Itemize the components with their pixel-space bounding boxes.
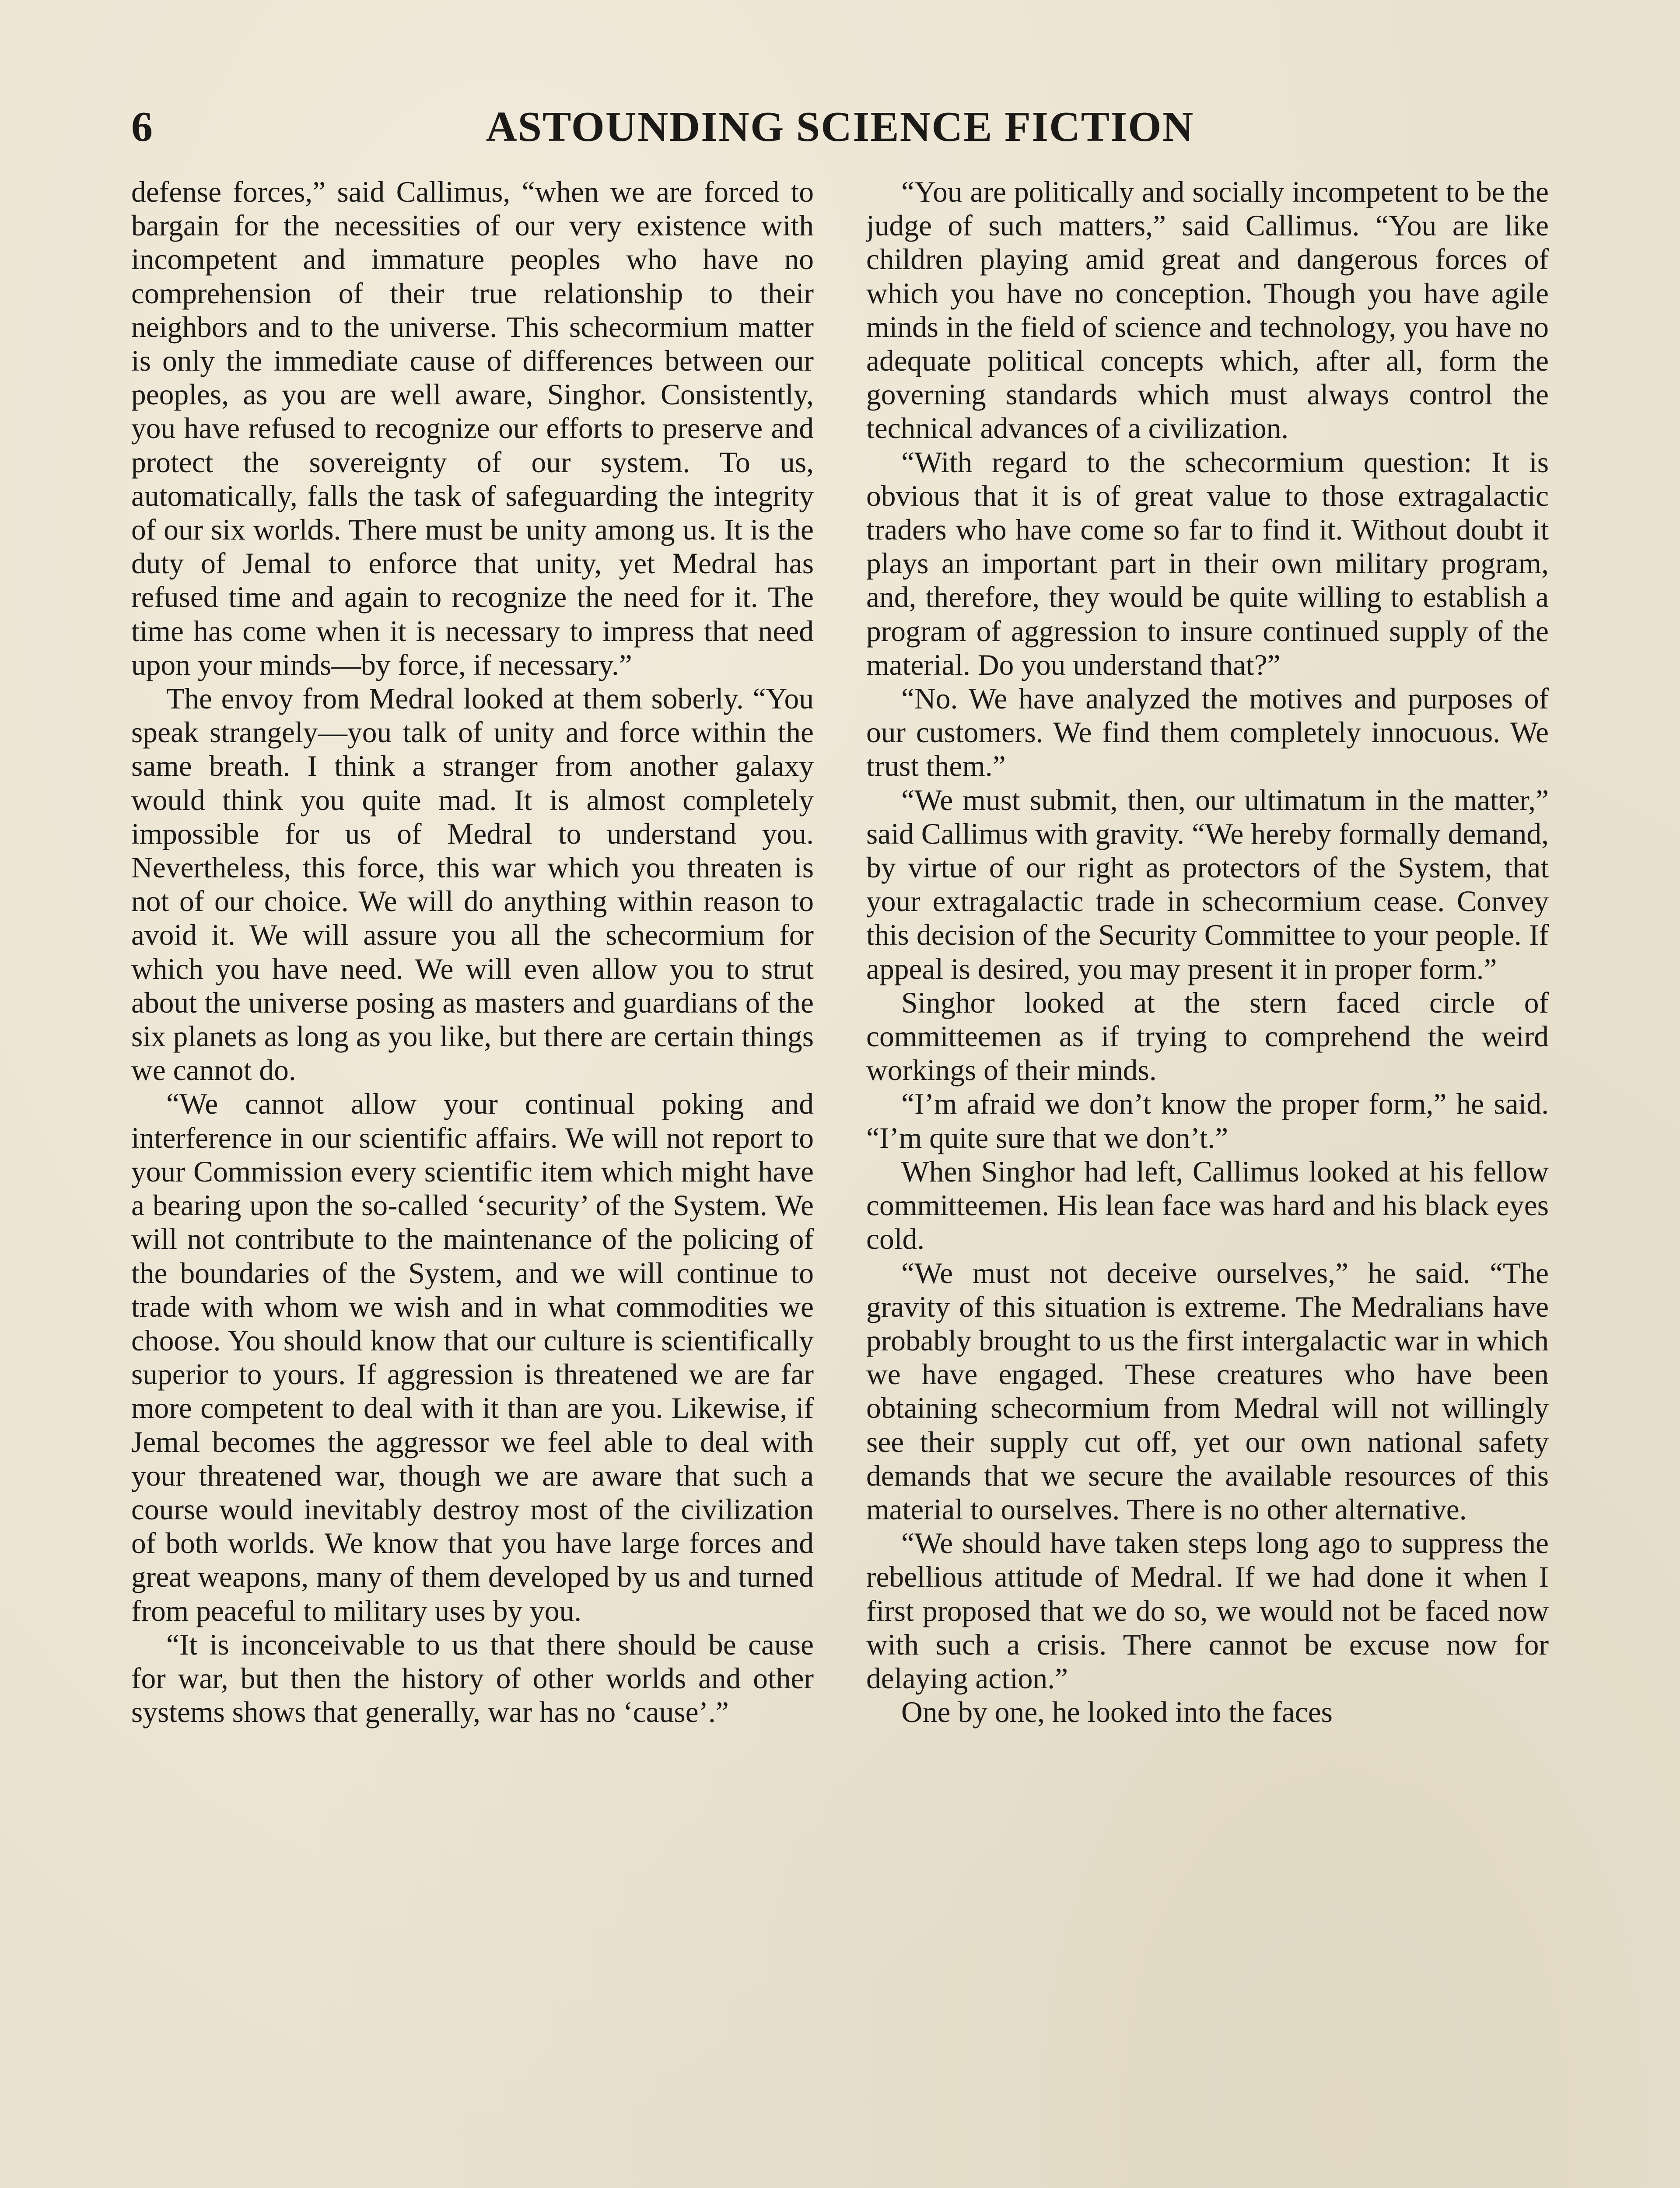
- paragraph: “We must not deceive ourselves,” he said. “The gravity of this situation is extreme. The Medralians have probably brought to us the first intergalactic war in which we have engaged. These creatures who have been obtaining schecormium from Medral will not willingly see their supply cut off, yet our own national safety demands that we secure the available resources of this material to ourselves. There is no other alternative.: [866, 1256, 1549, 1526]
- running-head: ASTOUNDING SCIENCE FICTION: [486, 103, 1194, 151]
- paragraph: “I’m afraid we don’t know the proper form,” he said. “I’m quite sure that we don’t.”: [866, 1087, 1549, 1154]
- paragraph: One by one, he looked into the faces: [901, 1696, 1333, 1729]
- text-columns: [131, 175, 1549, 2188]
- paragraph: “We should have taken steps long ago to suppress the rebellious attitude of Medral. If we had done it when I first proposed that we do so, we would not be faced now with such a crisis. There cannot be excuse now for delaying action.”: [866, 1527, 1549, 1695]
- paragraph: The envoy from Medral looked at them soberly. “You speak strangely—you talk of unity and force within the same breath. I think a stranger from another galaxy would think you quite mad. It is almost completely impossible for us of Medral to understand you. Nevertheless, this force, this war which you threaten is not of our choice. We will do anything within reason to avoid it. We will assure you all the schecormium for which you have need. We will even allow you to strut about the universe posing as masters and guardians of the six planets as long as you like, but there are certain things we cannot do.: [131, 682, 814, 1087]
- paragraph: “With regard to the schecormium question: It is obvious that it is of great value to those extragalactic traders who have come so far to find it. Without doubt it plays an important part in their own military program, and, therefore, they would be quite willing to establish a program of aggression to insure continued supply of the material. Do you understand that?”: [866, 445, 1549, 681]
- paragraph: “We must submit, then, our ultimatum in the matter,” said Callimus with gravity. “We hereby formally demand, by virtue of our right as protectors of the System, that your extragalactic trade in schecormium cease. Convey this decision of the Security Committee to your people. If appeal is desired, you may present it in proper form.”: [866, 783, 1549, 985]
- paragraph: “It is inconceivable to us that there should be cause for war, but then the history of other worlds and other systems shows that generally, war has no ‘cause’.”: [131, 1628, 814, 1729]
- paragraph: When Singhor had left, Callimus looked at his fellow committeemen. His lean face was hard and his black eyes cold.: [866, 1155, 1549, 1256]
- right-column: [866, 175, 1549, 2188]
- paragraph: “We cannot allow your continual poking and interference in our scientific affairs. We will not report to your Commission every scientific item which might have a bearing upon the so-called ‘security’ of the System. We will not contribute to the maintenance of the policing of the boundaries of the System, and we will continue to trade with whom we wish and in what commodities we choose. You should know that our culture is scientifically superior to yours. If aggression is threatened we are far more competent to deal with it than are you. Likewise, if Jemal becomes the aggressor we feel able to deal with your threatened war, though we are aware that such a course would inevitably destroy most of the civilization of both worlds. We know that you have large forces and great weapons, many of them developed by us and turned from peaceful to military uses by you.: [131, 1087, 814, 1627]
- left-column: [131, 175, 814, 2188]
- paragraph: “No. We have analyzed the motives and purposes of our customers. We find them completely innocuous. We trust them.”: [866, 682, 1549, 783]
- paragraph: Singhor looked at the stern faced circle of committeemen as if trying to comprehend the weird workings of their minds.: [866, 986, 1549, 1087]
- page-number: 6: [131, 103, 153, 151]
- paragraph: defense forces,” said Callimus, “when we are forced to bargain for the necessities of our very existence with incompetent and immature peoples who have no comprehension of their true relationship to their neighbors and to the universe. This schecormium matter is only the immediate cause of differences between our peoples, as you are well aware, Singhor. Consistently, you have refused to recognize our efforts to preserve and protect the sovereignty of our system. To us, automatically, falls the task of safeguarding the integrity of our six worlds. There must be unity among us. It is the duty of Jemal to enforce that unity, yet Medral has refused time and again to recognize the need for it. The time has come when it is necessary to impress that need upon your minds—by force, if necessary.”: [131, 175, 814, 681]
- paragraph: “You are politically and socially incompetent to be the judge of such matters,” said Callimus. “You are like children playing amid great and dangerous forces of which you have no conception. Though you have agile minds in the field of science and technology, you have no adequate political concepts which, after all, form the governing standards which must always control the technical advances of a civilization.: [866, 175, 1549, 445]
- page-header: [131, 96, 1549, 158]
